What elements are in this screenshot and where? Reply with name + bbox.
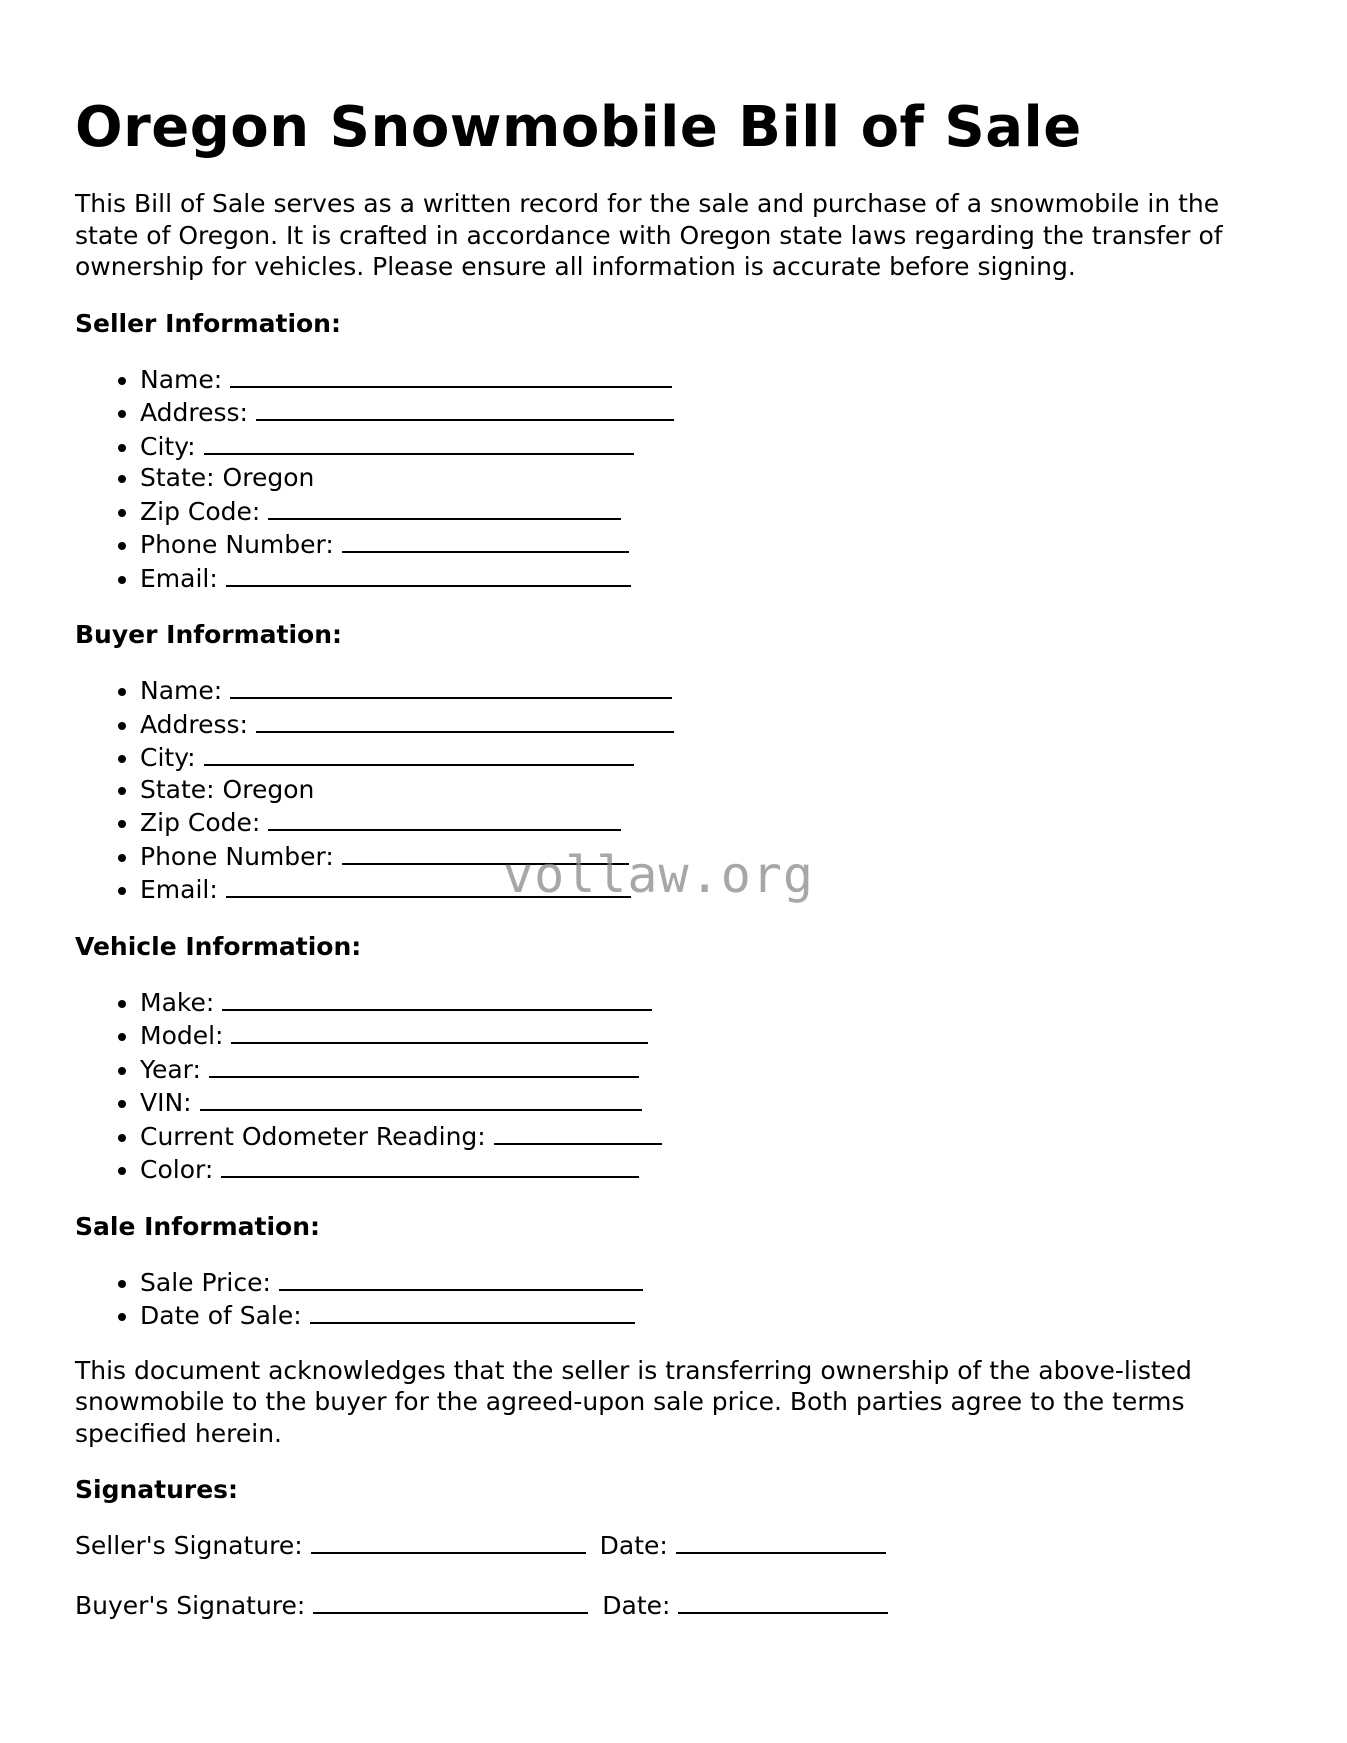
seller-zip-field: • Zip Code:: [140, 494, 1275, 528]
seller-address-field: • Address:: [140, 395, 1275, 429]
seller-phone-blank[interactable]: [342, 527, 629, 553]
buyer-city-blank[interactable]: [204, 740, 634, 766]
seller-fields: [75, 362, 1275, 595]
seller-signature-blank[interactable]: [311, 1528, 586, 1554]
vehicle-year-blank[interactable]: [209, 1052, 639, 1078]
vehicle-vin-field: • VIN:: [140, 1085, 1275, 1119]
buyer-name-field: • Name:: [140, 673, 1275, 707]
vehicle-odometer-field: • Current Odometer Reading:: [140, 1119, 1275, 1153]
buyer-state-field: • State: Oregon: [140, 774, 1275, 806]
seller-email-blank[interactable]: [226, 561, 631, 587]
vehicle-odometer-blank[interactable]: [494, 1119, 662, 1145]
buyer-date-blank[interactable]: [678, 1588, 888, 1614]
vehicle-model-blank[interactable]: [231, 1018, 648, 1044]
sale-price-blank[interactable]: [279, 1265, 643, 1291]
sale-price-field: • Sale Price:: [140, 1265, 1275, 1299]
sale-date-field: • Date of Sale:: [140, 1298, 1275, 1332]
vehicle-color-blank[interactable]: [221, 1152, 639, 1178]
closing-paragraph: This document acknowledges that the seller is transferring ownership of the above-listed snowmobile to the buyer for the agreed-upon sale price. Both parties agree to the terms specified herein.: [75, 1355, 1192, 1448]
seller-name-field: • Name:: [140, 362, 1275, 396]
buyer-section-heading: Buyer Information:: [75, 620, 343, 649]
vehicle-vin-blank[interactable]: [200, 1085, 642, 1111]
sale-fields: [75, 1265, 1275, 1332]
vehicle-make-blank[interactable]: [222, 985, 652, 1011]
vehicle-fields: [75, 985, 1275, 1186]
seller-section-heading: Seller Information:: [75, 308, 341, 338]
buyer-zip-field: • Zip Code:: [140, 805, 1275, 839]
watermark: vollaw.org: [503, 846, 815, 904]
buyer-zip-blank[interactable]: [268, 805, 621, 831]
seller-address-blank[interactable]: [256, 395, 674, 421]
buyer-address-blank[interactable]: [256, 707, 674, 733]
seller-phone-field: • Phone Number:: [140, 527, 1275, 561]
seller-name-blank[interactable]: [230, 362, 672, 388]
vehicle-year-field: • Year:: [140, 1052, 1275, 1086]
vehicle-model-field: • Model:: [140, 1018, 1275, 1052]
sale-date-blank[interactable]: [310, 1298, 635, 1324]
intro-paragraph: This Bill of Sale serves as a written record for the sale and purchase of a snowmobile in the state of Oregon. It is crafted in accordance with Oregon state laws regarding the transfer of ownership for vehicles. Please ensure all information is accurate before signing.: [75, 189, 1223, 281]
buyer-city-field: • City:: [140, 740, 1275, 774]
vehicle-color-field: • Color:: [140, 1152, 1275, 1186]
vehicle-make-field: • Make:: [140, 985, 1275, 1019]
sale-section-heading: Sale Information:: [75, 1211, 320, 1241]
seller-city-field: • City:: [140, 429, 1275, 463]
seller-date-blank[interactable]: [676, 1528, 886, 1554]
buyer-signature-blank[interactable]: [313, 1588, 588, 1614]
buyer-email-field: • Email:: [140, 872, 1275, 906]
vehicle-section-heading: Vehicle Information:: [75, 931, 362, 961]
seller-city-blank[interactable]: [204, 429, 634, 455]
buyer-name-blank[interactable]: [230, 673, 672, 699]
buyer-phone-field: • Phone Number:: [140, 839, 1275, 873]
seller-state-field: • State: Oregon: [140, 462, 1275, 494]
seller-zip-blank[interactable]: [268, 494, 621, 520]
seller-signature-line: Seller's Signature: Date:: [75, 1528, 1275, 1562]
seller-email-field: • Email:: [140, 561, 1275, 595]
page-title: Oregon Snowmobile Bill of Sale: [75, 95, 1082, 160]
buyer-address-field: • Address:: [140, 707, 1275, 741]
signatures-section-heading: Signatures:: [75, 1475, 239, 1504]
buyer-signature-line: Buyer's Signature: Date:: [75, 1588, 1275, 1622]
